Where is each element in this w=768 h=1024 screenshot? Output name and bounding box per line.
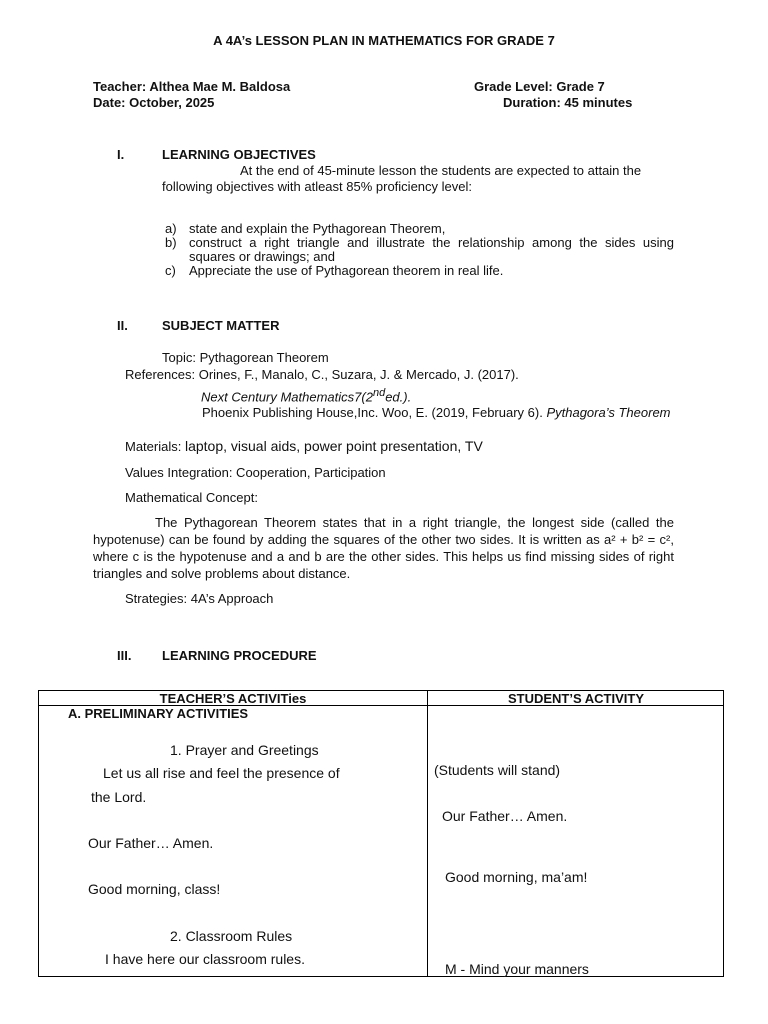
reference-book [201,387,411,405]
objective-c-text: Appreciate the use of Pythagorean theorem in real life. [189,263,504,278]
classroom-rules-heading: 2. Classroom Rules [170,928,293,944]
teacher-name: Teacher: Althea Mae M. Baldosa [93,79,291,94]
preliminary-activities-label: A. PRELIMINARY ACTIVITIES [68,706,249,721]
teacher-prayer-line-2: the Lord. [91,789,147,805]
section-1-numeral: I. [117,147,125,162]
objective-a-letter: a) [165,221,177,236]
objective-b-text-line-2: squares or drawings; and [189,249,335,264]
teacher-prayer-line-1: Let us all rise and feel the presence of [103,765,340,781]
section-3-numeral: III. [117,648,132,663]
objective-b-letter: b) [165,235,177,250]
mathematical-concept-text: The Pythagorean Theorem states that in a right triangle, the longest side (called the hypotenuse) can be found by adding the squares of the other two sides. It is written as a² + b² = c², where c is the hypotenuse and a and b are the other sides. This helps us find missing sides of right triangles and solve problems about distance. [93,515,674,581]
section-3-heading: LEARNING PROCEDURE [162,648,317,663]
materials [125,438,483,455]
student-activity-header: STUDENT’S ACTIVITY [507,691,645,706]
student-rule-m: M - Mind your manners [445,961,589,977]
objectives-intro-line-2: following objectives with atleast 85% proficiency level: [162,179,472,194]
topic: Topic: Pythagorean Theorem [162,350,329,365]
reference-book-edition-sup: nd [372,387,386,399]
lesson-duration: Duration: 45 minutes [503,95,633,110]
teacher-greeting: Good morning, class! [88,881,221,897]
section-2-numeral: II. [117,318,128,333]
strategies: Strategies: 4A’s Approach [125,591,274,606]
values-integration: Values Integration: Cooperation, Participation [125,465,386,480]
reference-publisher [202,406,671,421]
prayer-greetings-heading: 1. Prayer and Greetings [170,742,319,758]
document-title: A 4A’s LESSON PLAN IN MATHEMATICS FOR GRADE 7 [213,33,555,48]
reference-book-edition: ed.). [385,389,412,405]
mathematical-concept-label: Mathematical Concept: [125,490,258,505]
objective-c-letter: c) [165,263,176,278]
references: References: Orines, F., Manalo, C., Suzara, J. & Mercado, J. (2017). [125,367,519,382]
reference-article-title: Pythagora’s Theorem [546,405,671,420]
objective-b-text: construct a right triangle and illustrate the relationship among the sides using [189,235,674,250]
materials-value: laptop, visual aids, power point presentation, TV [184,438,483,454]
student-greeting: Good morning, ma’am! [445,869,588,885]
objective-a-text: state and explain the Pythagorean Theorem, [189,221,446,236]
materials-label: Materials: [125,439,185,454]
table-column-divider [427,691,428,976]
teacher-our-father: Our Father… Amen. [88,835,214,851]
student-our-father: Our Father… Amen. [442,808,568,824]
teacher-activity-header: TEACHER’S ACTIVITies [159,691,307,706]
section-2-heading: SUBJECT MATTER [162,318,280,333]
lesson-date: Date: October, 2025 [93,95,215,110]
procedure-table [38,690,724,977]
student-stand: (Students will stand) [434,762,561,778]
grade-level: Grade Level: Grade 7 [474,79,605,94]
objectives-intro-line-1: At the end of 45-minute lesson the students are expected to attain the [240,163,642,178]
mathematical-concept-paragraph [93,515,674,583]
teacher-rules-line: I have here our classroom rules. [105,951,305,967]
reference-book-title: Next Century Mathematics7(2 [201,389,373,405]
reference-publisher-text: Phoenix Publishing House,Inc. Woo, E. (2019, February 6). [202,405,547,420]
section-1-heading: LEARNING OBJECTIVES [162,147,316,162]
